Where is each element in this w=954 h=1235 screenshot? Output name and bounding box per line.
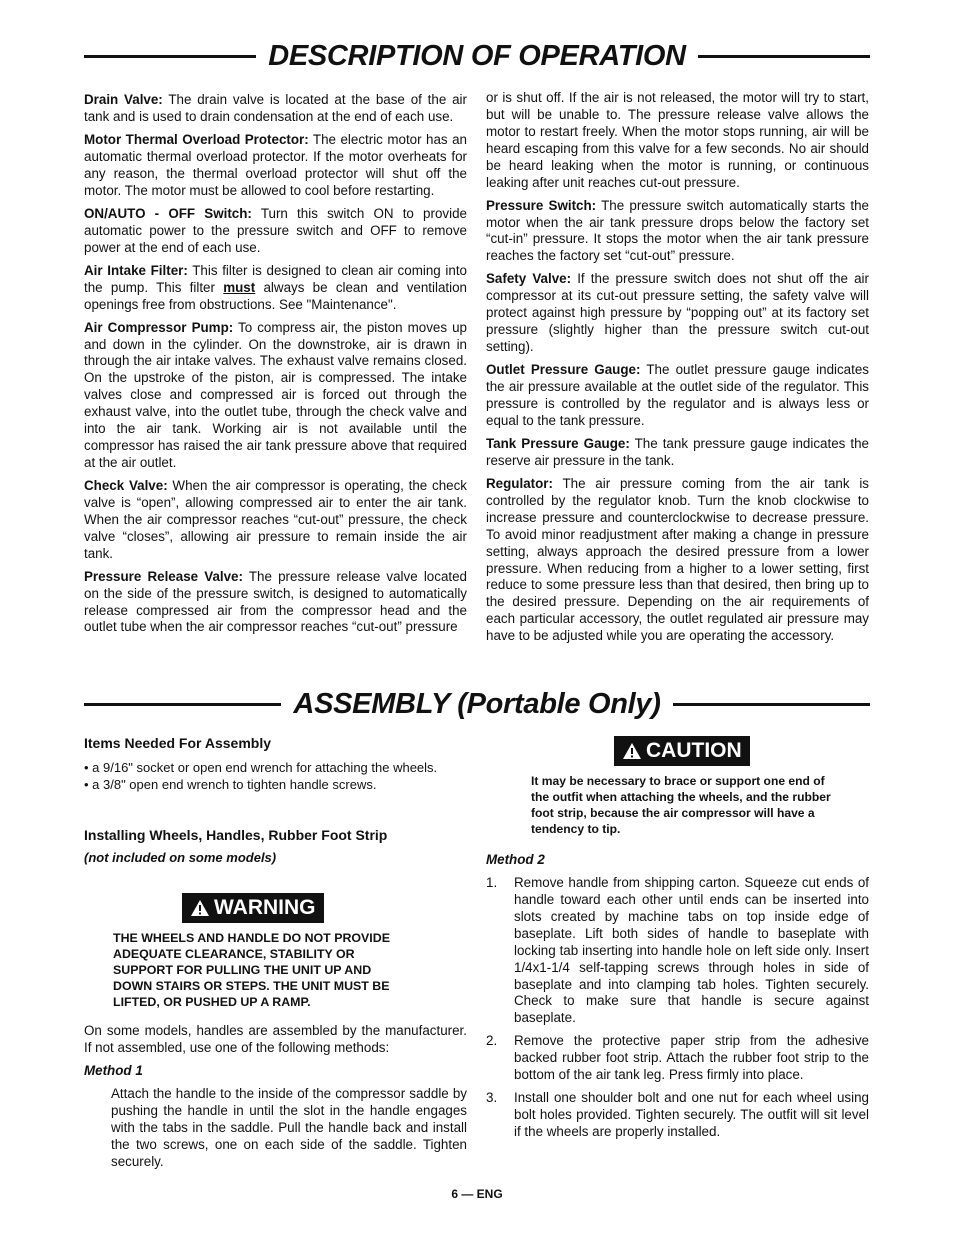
- term-label: ON/AUTO - OFF Switch:: [84, 205, 252, 221]
- install-heading: Installing Wheels, Handles, Rubber Foot Strip: [84, 826, 388, 843]
- warning-text: THE WHEELS AND HANDLE DO NOT PROVIDE ADEQUATE CLEARANCE, STABILITY OR SUPPORT FOR PULLING THE UNIT UP AND DOWN STAIRS OR STEPS. THE UNIT MUST BE LIFTED, OR PUSHED UP A RAMP.: [113, 931, 390, 1009]
- assembly-left-column: [84, 735, 467, 873]
- term-label: Pressure Release Valve:: [84, 568, 243, 584]
- assembly-heading-row: [84, 688, 870, 721]
- heading-rule-right: [698, 55, 870, 58]
- caution-label: CAUTION: [646, 739, 742, 762]
- install-note: (not included on some models): [84, 849, 277, 865]
- list-item: [486, 1090, 869, 1141]
- paragraph-text: The electric motor has an automatic thermal overload protector. If the motor overheats for any reason, the thermal overload protector will shut off the motor. The motor must be allowed to cool before restarting.: [84, 132, 467, 198]
- description-left-column: [84, 92, 467, 643]
- method-1-label: Method 1: [84, 1063, 143, 1078]
- paragraph-text: To compress air, the piston moves up and down in the cylinder. On the downstroke, air is drawn in through the air intake valves. The exhaust valve remains closed. On the upstroke of the piston, air is compressed. The intake valves close and compressed air is forced out through the exhaust valve, into the outlet tube, through the check valve and into the air tank. Working air is not available until the compressor has raised the air tank pressure above that required at the air outlet.: [84, 319, 468, 470]
- description-paragraph: [486, 476, 869, 645]
- heading-rule-right: [673, 703, 870, 706]
- items-needed-heading: Items Needed For Assembly: [84, 735, 271, 751]
- description-paragraph: [486, 362, 869, 430]
- paragraph-text: The outlet pressure gauge indicates the air pressure available at the outlet side of the regulator. This pressure is controlled by the regulator and is always less or equal to the tank pressure.: [486, 362, 869, 428]
- term-label: Drain Valve:: [84, 92, 163, 107]
- caution-badge: [614, 736, 750, 766]
- step-number: 3.: [486, 1089, 498, 1105]
- paragraph-text: The pressure release valve located on the side of the pressure switch, is designed to automatically release compressed air from the compressor head and the outlet tube when the air compressor reaches “cut-out” pressure: [84, 568, 468, 635]
- paragraph-text: The pressure switch automatically starts the motor when the air tank pressure drops below the factory set “cut-in” pressure. It stops the motor when the air tank pressure reaches the factory set “cut-out” pressure.: [486, 197, 869, 264]
- list-item: [486, 875, 869, 1027]
- term-label: Outlet Pressure Gauge:: [486, 362, 641, 378]
- warning-triangle-icon: [190, 899, 210, 917]
- step-text: Remove the protective paper strip from the adhesive backed rubber foot strip. Attach the rubber foot strip to the bottom of the air tank leg. Press firmly into place.: [514, 1033, 869, 1083]
- description-paragraph: [84, 206, 467, 257]
- section-title-assembly: ASSEMBLY (Portable Only): [293, 688, 661, 720]
- list-item: [486, 1033, 869, 1084]
- description-paragraph: [84, 132, 467, 200]
- paragraph-text: or is shut off. If the air is not released, the motor will try to start, but will be unable to. The pressure release valve allows the motor to restart freely. When the motor stops running, air will be heard escaping from this valve for a few seconds. No air should be heard leaking when the motor is running, or continuous leaking after unit reaches cut-out pressure.: [486, 90, 869, 190]
- paragraph-text: The air pressure coming from the air tank is controlled by the regulator knob. Turn the knob clockwise to increase pressure and counterclockwise to decrease pressure. To avoid minor readjustment after making a change in pressure setting, always approach the desired pressure from a lower pressure. When reducing from a higher to a lower setting, first reduce to some pressure less than that desired, then bring up to the desired pressure. Depending on the air requirements of each particular accessory, the outlet regulated air pressure may have to be adjusted while you are operating the accessory.: [486, 475, 869, 644]
- description-paragraph: [84, 569, 467, 637]
- term-label: Air Intake Filter:: [84, 262, 188, 278]
- description-paragraph: [84, 320, 467, 472]
- warning-triangle-icon: [622, 742, 642, 760]
- paragraph-text: If the pressure switch does not shut off the air compressor at its cut-out pressure setting, the safety valve will protect against high pressure by “popping out” at its factory set pressure (slightly higher than the pressure switch cut-out setting).: [486, 271, 869, 355]
- description-paragraph: [486, 198, 869, 266]
- paragraph-text: always be clean and ventilation openings free from obstructions. See "Maintenance".: [84, 279, 467, 312]
- description-paragraph: [486, 90, 869, 191]
- term-label: Check Valve:: [84, 477, 168, 493]
- list-item: • a 3/8" open end wrench to tighten handle screws.: [84, 776, 377, 792]
- assembly-intro-block: [84, 1023, 467, 1177]
- term-label: Tank Pressure Gauge:: [486, 435, 630, 451]
- emphasis-text: must: [223, 279, 256, 295]
- description-paragraph: [84, 92, 467, 126]
- method-2-label: Method 2: [486, 852, 545, 867]
- section-title-description: DESCRIPTION OF OPERATION: [268, 40, 686, 72]
- term-label: Pressure Switch:: [486, 197, 597, 213]
- method-1-text: Attach the handle to the inside of the compressor saddle by pushing the handle in until the slot in the handle engages with the tabs in the saddle. Pull the handle back and install the two screws, one on each side of the saddle. Tighten securely.: [111, 1086, 467, 1169]
- description-right-column: [486, 90, 869, 651]
- term-label: Regulator:: [486, 475, 553, 491]
- step-number: 1.: [486, 875, 498, 891]
- paragraph-text: The drain valve is located at the base of the air tank and is used to drain condensation at the end of each use.: [84, 92, 467, 124]
- method-2-steps: [486, 875, 869, 1141]
- page-footer: 6 — ENG: [451, 1187, 503, 1201]
- term-label: Safety Valve:: [486, 271, 572, 287]
- paragraph-text: Turn this switch ON to provide automatic power to the pressure switch and OFF to remove power at the end of each use.: [84, 205, 467, 255]
- assembly-intro: On some models, handles are assembled by the manufacturer. If not assembled, use one of the following methods:: [84, 1023, 467, 1055]
- description-paragraph: [486, 271, 869, 356]
- list-item: • a 9/16" socket or open end wrench for attaching the wheels.: [84, 759, 438, 775]
- heading-rule-left: [84, 703, 281, 706]
- description-paragraph: [486, 436, 869, 470]
- warning-label: WARNING: [214, 896, 316, 919]
- heading-rule-left: [84, 55, 256, 58]
- term-label: Motor Thermal Overload Protector:: [84, 132, 309, 147]
- term-label: Air Compressor Pump:: [84, 319, 234, 335]
- step-text: Install one shoulder bolt and one nut for each wheel using bolt holes provided. Tighten securely. The outfit will sit level if the wheels are properly installed.: [514, 1089, 869, 1139]
- caution-text: It may be necessary to brace or support one end of the outfit when attaching the wheels, and the rubber foot strip, because the air compressor will have a tendency to tip.: [531, 774, 831, 836]
- paragraph-text: This filter is designed to clean air coming into the pump. This filter: [84, 262, 467, 295]
- paragraph-text: The tank pressure gauge indicates the reserve air pressure in the tank.: [486, 435, 869, 468]
- method-2-block: [486, 852, 869, 1147]
- warning-badge: [182, 893, 324, 923]
- description-paragraph: [84, 263, 467, 314]
- description-heading-row: [84, 40, 870, 73]
- step-text: Remove handle from shipping carton. Squeeze cut ends of handle toward each other until ends can be inserted into slots created by machine tabs on top inside edge of baseplate. Lift both sides of handle to baseplate with locking tab inserting into handle hole on left side only. Insert 1/4x1-1/4 self-tapping screws through holes in side of baseplate and into clamping tab holes. Tighten securely. Check to make sure that handle is secure against baseplate.: [514, 875, 869, 1026]
- paragraph-text: When the air compressor is operating, the check valve is “open”, allowing compressed air to enter the air tank. When the air compressor reaches “cut-out” pressure, the check valve “closes”, allowing air pressure to remain inside the air tank.: [84, 477, 467, 561]
- step-number: 2.: [486, 1033, 498, 1049]
- description-paragraph: [84, 478, 467, 563]
